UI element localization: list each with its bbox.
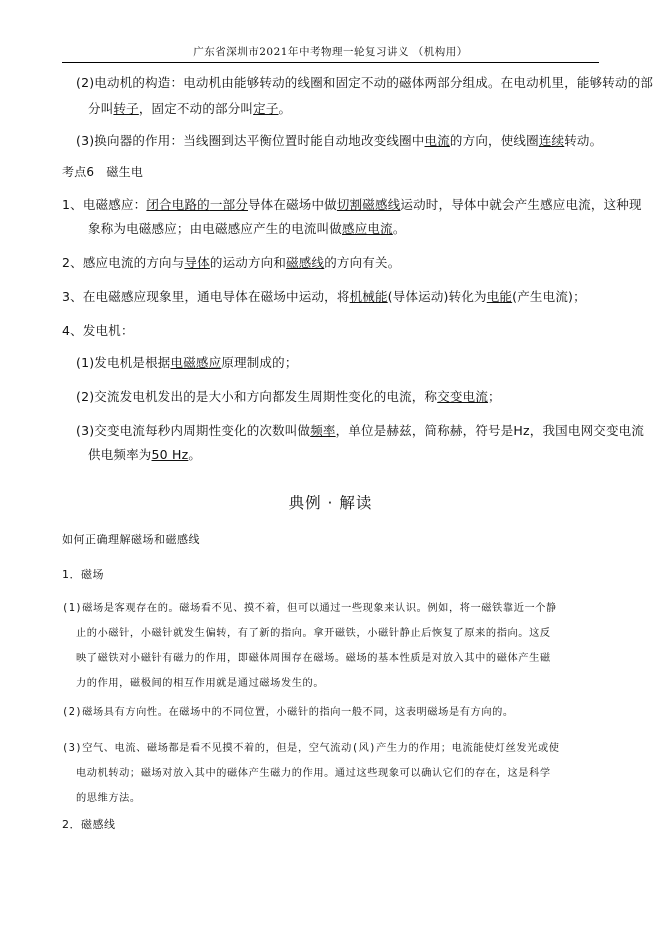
motor-structure-line2: 分叫转子，固定不动的部分叫定子。 — [88, 101, 292, 116]
example-item3-line3: 的思维方法。 — [76, 793, 141, 804]
example-item3-line2: 电动机转动；磁场对放入其中的磁体产生磁力的作用。通过这些现象可以确认它们的存在，这是科学 — [76, 768, 551, 779]
induction-direction: 2、感应电流的方向与导体的运动方向和磁感线的方向有关。 — [62, 255, 401, 270]
induction-line2: 象称为电磁感应；由电磁感应产生的电流叫做感应电流。 — [88, 221, 406, 236]
section-title: 典例 · 解读 — [288, 494, 373, 512]
subsection-magnetic-field: 1．磁场 — [62, 568, 104, 581]
example-item1-line3: 映了磁铁对小磁针有磁力的作用，即磁体周围存在磁场。磁场的基本性质是对放入其中的磁体产生磁 — [76, 653, 551, 664]
motor-structure-line1: (2)电动机的构造：电动机由能够转动的线圈和固定不动的磁体两部分组成。在电动机里，能够转动的部 — [76, 75, 654, 90]
example-item2: (2)磁场具有方向性。在磁场中的不同位置，小磁针的指向一般不同，这表明磁场是有方向的。 — [62, 707, 514, 718]
example-item1-line2: 止的小磁针，小磁针就发生偏转，有了新的指向。拿开磁铁，小磁针静止后恢复了原来的指向。这反 — [76, 628, 551, 639]
subsection-field-lines: 2．磁感线 — [62, 818, 116, 831]
page-header: 广东省深圳市2021年中考物理一轮复习讲义 （机构用） — [62, 44, 599, 63]
generator-item3-line1: (3)交变电流每秒内周期性变化的次数叫做频率，单位是赫兹，简称赫，符号是Hz，我国电网交变电流 — [76, 423, 645, 438]
commutator-line: (3)换向器的作用：当线圈到达平衡位置时能自动地改变线圈中电流的方向，使线圈连续转动。 — [76, 133, 603, 148]
example-item3-line1: (3)空气、电流、磁场都是看不见摸不着的，但是，空气流动(风)产生力的作用；电流能使灯丝发光或使 — [62, 743, 560, 754]
example-item1-line1: (1)磁场是客观存在的。磁场看不见、摸不着，但可以通过一些现象来认识。例如，将一磁铁靠近一个静 — [62, 603, 557, 614]
topic6-heading: 考点6 磁生电 — [62, 165, 144, 179]
example-title: 如何正确理解磁场和磁感线 — [62, 533, 200, 546]
generator-item2: (2)交流发电机发出的是大小和方向都发生周期性变化的电流，称交变电流； — [76, 389, 501, 404]
induction-line1: 1、电磁感应：闭合电路的一部分导体在磁场中做切割磁感线运动时，导体中就会产生感应电流，这种现 — [62, 197, 642, 212]
generator-item3-line2: 供电频率为50 Hz。 — [88, 447, 202, 462]
generator-heading: 4、发电机： — [62, 323, 134, 338]
generator-item1: (1)发电机是根据电磁感应原理制成的； — [76, 355, 298, 370]
example-item1-line4: 力的作用，磁极间的相互作用就是通过磁场发生的。 — [76, 678, 325, 689]
energy-conversion: 3、在电磁感应现象里，通电导体在磁场中运动，将机械能(导体运动)转化为电能(产生电流)； — [62, 289, 586, 304]
